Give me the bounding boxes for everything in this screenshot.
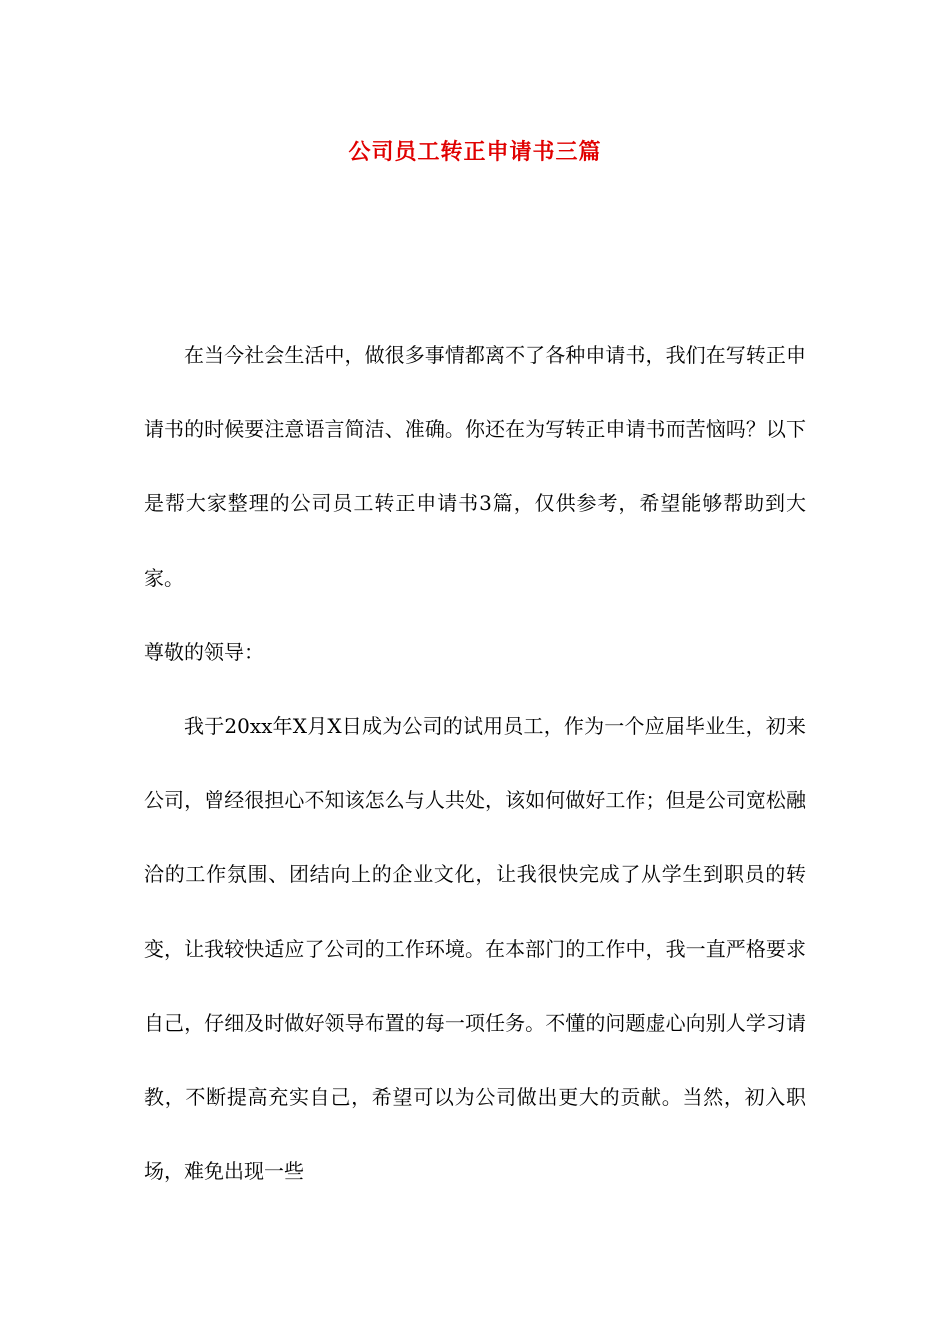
salutation: 尊敬的领导： [144, 639, 264, 664]
intro-paragraph: 在当今社会生活中，做很多事情都离不了各种申请书，我们在写转正申请书的时候要注意语言简洁、准确。你还在为写转正申请书而苦恼吗？以下是帮大家整理的公司员工转正申请书3篇，仅供参考，希望能够帮助到大家。 [144, 343, 806, 590]
document-body [144, 318, 806, 1208]
body-paragraph: 我于20xx年X月X日成为公司的试用员工，作为一个应届毕业生，初来公司，曾经很担心不知该怎么与人共处，该如何做好工作；但是公司宽松融洽的工作氛围、团结向上的企业文化，让我很快完成了从学生到职员的转变，让我较快适应了公司的工作环境。在本部门的工作中，我一直严格要求自己，仔细及时做好领导布置的每一项任务。不懂的问题虚心向别人学习请教，不断提高充实自己，希望可以为公司做出更大的贡献。当然，初入职场，难免出现一些 [144, 714, 806, 1184]
document-title: 公司员工转正申请书三篇 [348, 139, 602, 165]
